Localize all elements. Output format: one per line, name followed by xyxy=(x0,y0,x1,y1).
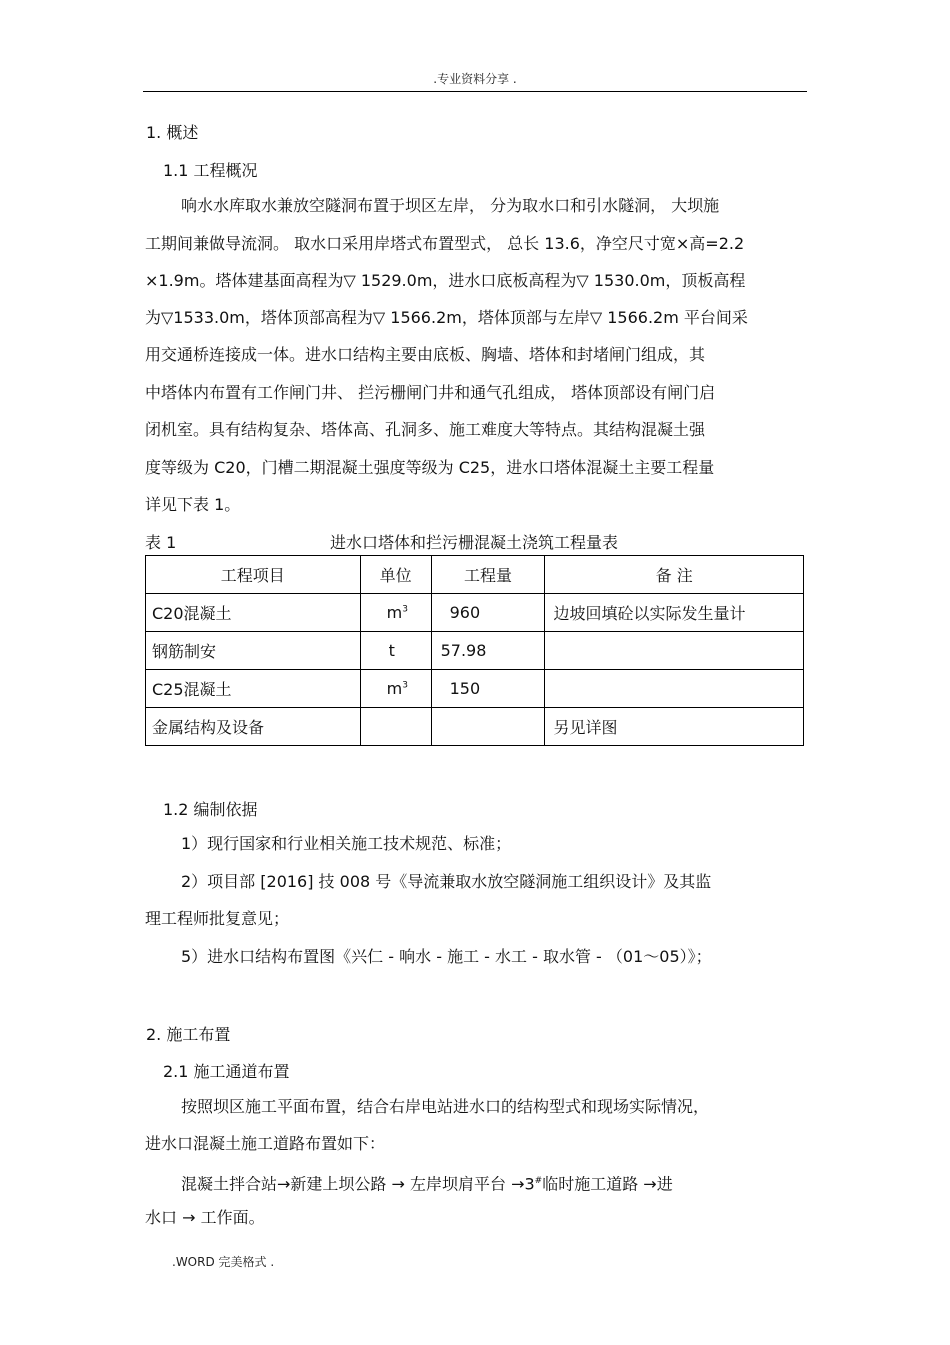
table-cell-note: 边坡回填砼以实际发生量计 xyxy=(545,594,804,632)
table-cell-note: 另见详图 xyxy=(545,708,804,746)
para-line: 中塔体内布置有工作闸门井、 拦污栅闸门井和通气孔组成， 塔体顶部设有闸门启 xyxy=(145,383,716,402)
para-line: 按照坝区施工平面布置，结合右岸电站进水口的结构型式和现场实际情况， xyxy=(181,1097,710,1116)
header-rule xyxy=(143,91,807,92)
table-cell-unit: t xyxy=(360,632,431,670)
table-cell-item: 金属结构及设备 xyxy=(146,708,361,746)
para-line: 用交通桥连接成一体。进水口结构主要由底板、胸墙、塔体和封堵闸门组成，其 xyxy=(145,345,706,364)
table-cell-unit: $m^3$ xyxy=(360,670,431,708)
table-row xyxy=(146,670,804,708)
para-line: 为▽1533.0m，塔体顶部高程为▽ 1566.2m，塔体顶部与左岸▽ 1566.2m 平台间采 xyxy=(145,308,748,327)
list-item: 2）项目部 [2016] 技 008 号《导流兼取水放空隧洞施工组织设计》及其监 xyxy=(181,872,712,891)
para-line: 详见下表 1。 xyxy=(145,495,241,514)
table-header-row xyxy=(146,556,804,594)
section-1-2-title: 1.2 编制依据 xyxy=(163,800,258,819)
table-cell-note xyxy=(545,632,804,670)
table-cell-unit xyxy=(360,708,431,746)
list-item: 1）现行国家和行业相关施工技术规范、标准； xyxy=(181,834,512,853)
table-header-cell: 工程量 xyxy=(431,556,545,594)
page-header: .专业资料分享 . xyxy=(433,72,517,86)
route-line: 混凝土拌合站→新建上坝公路 → 左岸坝肩平台 →3#临时施工道路 →进 xyxy=(181,1174,673,1194)
list-item-continuation: 理工程师批复意见； xyxy=(145,909,290,928)
table-label: 表 1 xyxy=(145,533,177,552)
para-line: 响水水库取水兼放空隧洞布置于坝区左岸， 分为取水口和引水隧洞， 大坝施 xyxy=(181,196,720,215)
section-1-title: 1. 概述 xyxy=(146,123,199,142)
table-cell-item: 钢筋制安 xyxy=(146,632,361,670)
table-row xyxy=(146,594,804,632)
table-row xyxy=(146,632,804,670)
page-footer: .WORD 完美格式 . xyxy=(172,1255,275,1269)
para-line: 进水口混凝土施工道路布置如下： xyxy=(145,1134,386,1153)
para-line: 工期间兼做导流洞。 取水口采用岸塔式布置型式， 总长 13.6，净空尺寸宽×高=2.2 xyxy=(145,234,745,253)
list-item: 5）进水口结构布置图《兴仁 - 响水 - 施工 - 水工 - 取水管 - （01～05）》； xyxy=(181,947,712,966)
route-line: 水口 → 工作面。 xyxy=(145,1208,265,1227)
table-cell-note xyxy=(545,670,804,708)
table-row xyxy=(146,708,804,746)
section-1-1-title: 1.1 工程概况 xyxy=(163,161,258,180)
table-cell-item: C25混凝土 xyxy=(146,670,361,708)
para-line: 闭机室。具有结构复杂、塔体高、孔洞多、施工难度大等特点。其结构混凝土强 xyxy=(145,420,706,439)
table-header-cell: 备 注 xyxy=(545,556,804,594)
table-cell-item: C20混凝土 xyxy=(146,594,361,632)
table-header-cell: 单位 xyxy=(360,556,431,594)
section-2-1-title: 2.1 施工通道布置 xyxy=(163,1062,290,1081)
table-cell-qty: 960 xyxy=(431,594,545,632)
table-cell-qty xyxy=(431,708,545,746)
quantity-table xyxy=(145,555,804,746)
table-title: 进水口塔体和拦污栅混凝土浇筑工程量表 xyxy=(330,533,619,552)
table-cell-qty: 57.98 xyxy=(431,632,545,670)
para-line: 度等级为 C20，门槽二期混凝土强度等级为 C25，进水口塔体混凝土主要工程量 xyxy=(145,458,715,477)
table-header-cell: 工程项目 xyxy=(146,556,361,594)
table-cell-qty: 150 xyxy=(431,670,545,708)
para-line: ×1.9m。塔体建基面高程为▽ 1529.0m，进水口底板高程为▽ 1530.0m，顶板高程 xyxy=(145,271,746,290)
section-2-title: 2. 施工布置 xyxy=(146,1025,231,1044)
table-cell-unit: $m^3$ xyxy=(360,594,431,632)
